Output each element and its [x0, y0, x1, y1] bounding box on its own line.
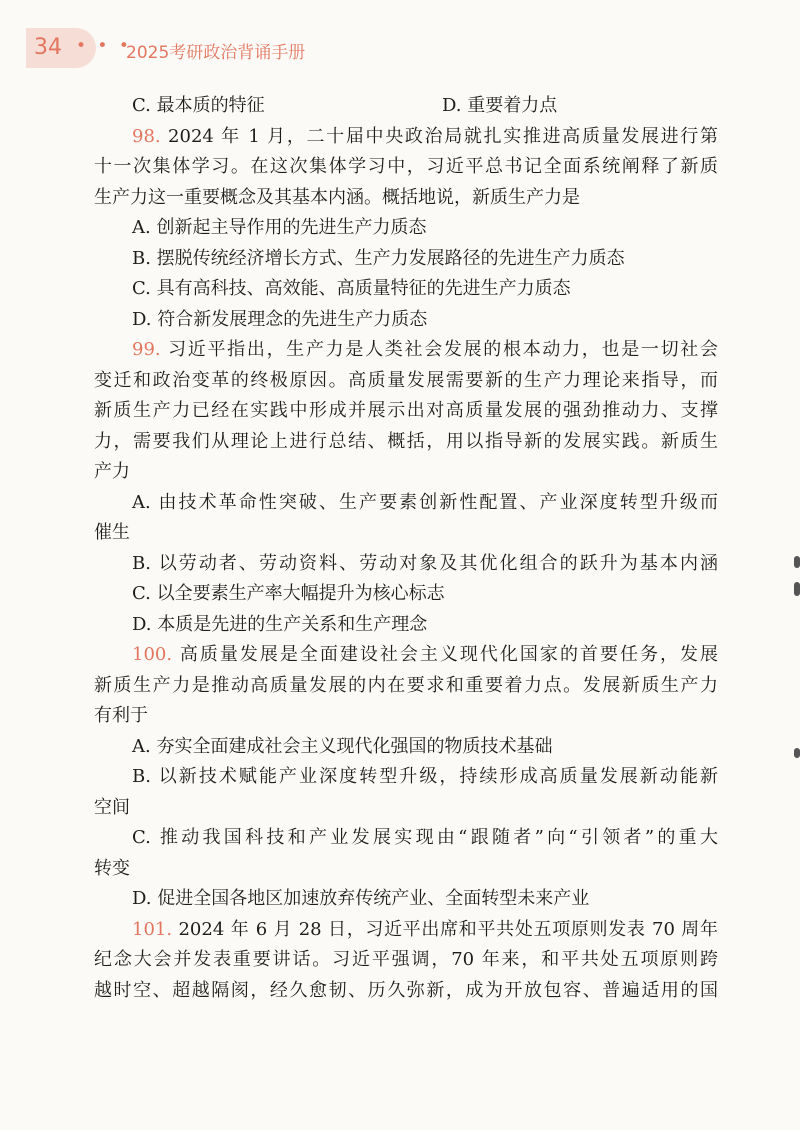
q101-number: 101. [132, 918, 173, 940]
page-content [94, 91, 718, 1006]
q99-stem-line-5: 产力 [94, 461, 130, 482]
q99-option-a: A. 由技术革命性突破、生产要素创新性配置、产业深度转型升级而 [132, 491, 718, 513]
q100-number: 100. [132, 644, 173, 665]
page-number: 34 [34, 35, 62, 60]
q100-option-a: A. 夯实全面建成社会主义现代化强国的物质技术基础 [132, 735, 553, 757]
q99-stem-line-3: 新质生产力已经在实践中形成并展示出对高质量发展的强劲推动力、支撑 [94, 400, 718, 421]
book-title: 2025考研政治背诵手册 [126, 43, 306, 63]
header-dots: • • • [76, 36, 132, 56]
q98-option-b: B. 摆脱传统经济增长方式、生产力发展路径的先进生产力质态 [132, 247, 625, 269]
q98-option-d: D. 符合新发展理念的先进生产力质态 [132, 308, 428, 330]
q98-option-a: A. 创新起主导作用的先进生产力质态 [132, 217, 427, 238]
scan-edge-mark [794, 582, 800, 596]
q99-option-b: B. 以劳动者、劳动资料、劳动对象及其优化组合的跃升为基本内涵 [132, 552, 718, 574]
q99-option-c: C. 以全要素生产率大幅提升为核心标志 [132, 583, 445, 604]
q100-option-d: D. 促进全国各地区加速放弃传统产业、全面转型未来产业 [132, 888, 590, 909]
q98-stem-line-1 [94, 122, 718, 153]
q98-option-c: C. 具有高科技、高效能、高质量特征的先进生产力质态 [132, 278, 571, 299]
scan-edge-mark [794, 748, 800, 758]
q100-option-b-cont: 空间 [94, 796, 130, 818]
q99-stem-line-2: 变迁和政治变革的终极原因。高质量发展需要新的生产力理论来指导，而 [94, 369, 718, 391]
q99-stem-text-1: 习近平指出，生产力是人类社会发展的根本动力，也是一切社会 [168, 339, 718, 360]
q99-number: 99. [132, 339, 161, 360]
q100-stem-line-1 [94, 640, 718, 671]
q97-option-d: D. 重要着力点 [442, 95, 558, 116]
q97-options [94, 91, 718, 122]
q101-stem-text-1: 2024 年 6 月 28 日，习近平出席和平共处五项原则发表 70 周年 [178, 918, 718, 940]
scan-edge-mark [794, 556, 800, 568]
q98-stem-line-2: 十一次集体学习。在这次集体学习中，习近平总书记全面系统阐释了新质 [94, 156, 718, 177]
q100-stem-text-1: 高质量发展是全面建设社会主义现代化国家的首要任务，发展 [179, 644, 718, 665]
q97-option-c: C. 最本质的特征 [132, 95, 265, 116]
q101-stem-line-2: 纪念大会并发表重要讲话。习近平强调，70 年来，和平共处五项原则跨 [94, 949, 718, 970]
q101-stem-line-3: 越时空、超越隔阂，经久愈韧、历久弥新，成为开放包容、普遍适用的国 [94, 979, 718, 1001]
page-header [0, 22, 800, 78]
q100-stem-line-2: 新质生产力是推动高质量发展的内在要求和重要着力点。发展新质生产力 [94, 674, 718, 696]
q99-stem-line-4: 力，需要我们从理论上进行总结、概括，用以指导新的发展实践。新质生 [94, 430, 718, 452]
q98-number: 98. [132, 125, 161, 147]
q100-stem-line-3: 有利于 [94, 705, 148, 726]
q98-stem-line-3: 生产力这一重要概念及其基本内涵。概括地说，新质生产力是 [94, 186, 580, 208]
q98-stem-text-1: 2024 年 1 月，二十届中央政治局就扎实推进高质量发展进行第 [168, 125, 718, 147]
q99-option-d: D. 本质是先进的生产关系和生产理念 [132, 613, 428, 635]
q100-option-c-cont: 转变 [94, 857, 130, 879]
q99-option-a-cont: 催生 [94, 522, 130, 543]
q100-option-c: C. 推动我国科技和产业发展实现由“跟随者”向“引领者”的重大 [132, 827, 718, 848]
q101-stem-line-1 [94, 915, 718, 946]
q100-option-b: B. 以新技术赋能产业深度转型升级，持续形成高质量发展新动能新 [132, 766, 718, 787]
q99-stem-line-1 [94, 335, 718, 366]
